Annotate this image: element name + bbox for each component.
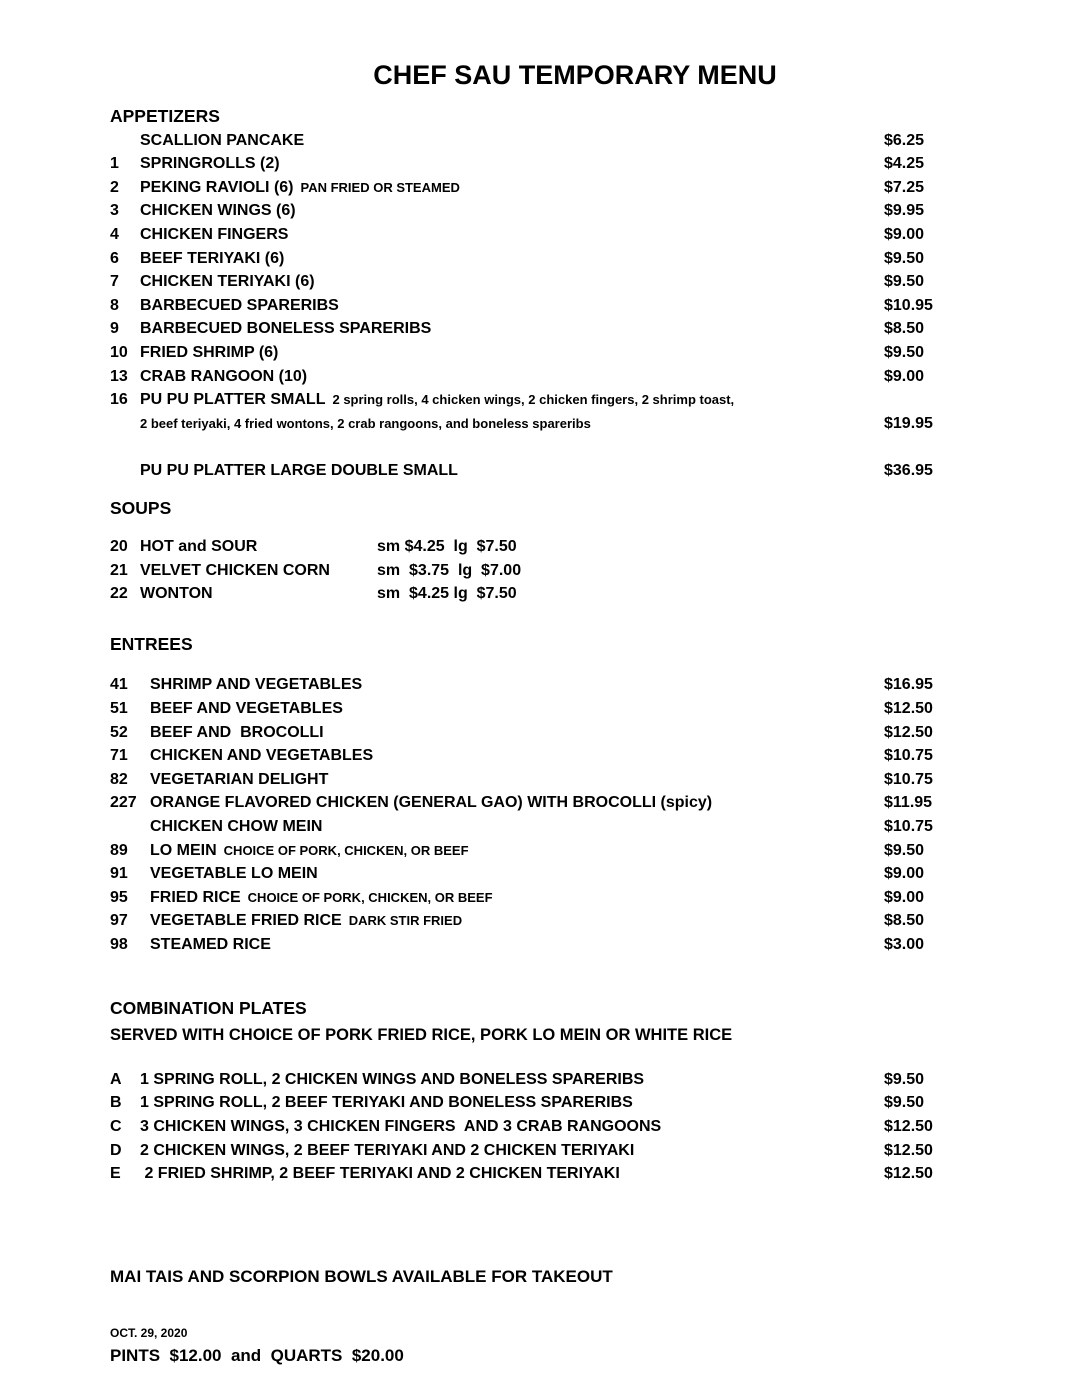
takeout-notice-line2: PINTS $12.00 and QUARTS $20.00 bbox=[110, 1346, 404, 1366]
item-number: 7 bbox=[110, 273, 119, 291]
item-number: 13 bbox=[110, 367, 128, 385]
menu-item-row bbox=[110, 365, 940, 389]
item-name: LO MEIN bbox=[150, 841, 217, 859]
menu-item-row bbox=[110, 886, 940, 910]
item-size-prices: sm $3.75 lg $7.00 bbox=[377, 561, 522, 579]
takeout-notice-line1: MAI TAIS AND SCORPION BOWLS AVAILABLE FOR TAKEOUT bbox=[110, 1266, 613, 1286]
item-name: ORANGE FLAVORED CHICKEN (GENERAL GAO) WITH BROCOLLI (spicy) bbox=[150, 794, 713, 812]
item-name: CHICKEN WINGS (6) bbox=[140, 202, 296, 220]
item-note: DARK STIR FRIED bbox=[348, 913, 463, 929]
item-price: $9.00 bbox=[884, 888, 925, 906]
menu-item-row bbox=[110, 744, 940, 768]
item-number: 21 bbox=[110, 561, 128, 579]
menu-item-row bbox=[110, 697, 940, 721]
item-number: 97 bbox=[110, 912, 128, 930]
menu-item-row bbox=[110, 341, 940, 365]
menu-item-row bbox=[110, 862, 940, 886]
item-price: $9.00 bbox=[884, 225, 925, 243]
item-price: $10.75 bbox=[884, 818, 933, 836]
item-price: $9.50 bbox=[884, 1094, 925, 1112]
item-number: 20 bbox=[110, 538, 128, 556]
item-name: SCALLION PANCAKE bbox=[140, 131, 305, 149]
item-price: $9.50 bbox=[884, 841, 925, 859]
item-price: $10.95 bbox=[884, 296, 933, 314]
item-number: 9 bbox=[110, 320, 119, 338]
menu-item-row bbox=[110, 199, 940, 223]
section-appetizers bbox=[110, 105, 940, 483]
item-number: 71 bbox=[110, 747, 128, 765]
item-name: 1 SPRING ROLL, 2 BEEF TERIYAKI AND BONELESS SPARERIBS bbox=[140, 1094, 633, 1112]
item-note: 2 spring rolls, 4 chicken wings, 2 chicken fingers, 2 shrimp toast, bbox=[332, 392, 735, 408]
menu-item-row bbox=[110, 294, 940, 318]
section-combination-plates bbox=[110, 997, 940, 1186]
menu-item-row bbox=[110, 559, 940, 583]
item-name: SPRINGROLLS (2) bbox=[140, 155, 280, 173]
item-number: 22 bbox=[110, 585, 128, 603]
menu-item-row bbox=[110, 1091, 940, 1115]
item-price: $12.50 bbox=[884, 1117, 933, 1135]
menu-item-row bbox=[110, 839, 940, 863]
item-number: C bbox=[110, 1117, 122, 1135]
item-number: 82 bbox=[110, 770, 128, 788]
item-name: SHRIMP AND VEGETABLES bbox=[150, 676, 363, 694]
item-price: $12.50 bbox=[884, 1165, 933, 1183]
item-name: BEEF TERIYAKI (6) bbox=[140, 249, 285, 267]
item-name: BARBECUED SPARERIBS bbox=[140, 296, 339, 314]
item-name: PU PU PLATTER SMALL bbox=[140, 391, 326, 409]
item-name: 3 CHICKEN WINGS, 3 CHICKEN FINGERS AND 3 CRAB RANGOONS bbox=[140, 1117, 662, 1135]
menu-item-row bbox=[110, 721, 940, 745]
menu-item-row bbox=[110, 791, 940, 815]
section-takeout-notice bbox=[110, 1211, 940, 1387]
menu-item-row bbox=[110, 909, 940, 933]
item-price: $16.95 bbox=[884, 676, 933, 694]
item-name: CHICKEN TERIYAKI (6) bbox=[140, 273, 315, 291]
section-heading-combination-plates: COMBINATION PLATES bbox=[110, 997, 307, 1018]
menu-item-row bbox=[110, 129, 940, 153]
menu-item-row bbox=[110, 815, 940, 839]
item-number: 51 bbox=[110, 700, 128, 718]
item-number: 91 bbox=[110, 865, 128, 883]
item-number: 3 bbox=[110, 202, 119, 220]
section-entrees bbox=[110, 633, 940, 957]
item-number: 6 bbox=[110, 249, 119, 267]
item-name: FRIED RICE bbox=[150, 888, 241, 906]
menu-item-row bbox=[110, 1162, 940, 1186]
item-price: $9.50 bbox=[884, 273, 925, 291]
item-name: CRAB RANGOON (10) bbox=[140, 367, 308, 385]
menu-item-row bbox=[110, 388, 940, 412]
soups-items bbox=[110, 535, 940, 606]
menu-item-row bbox=[110, 1115, 940, 1139]
item-price: $12.50 bbox=[884, 723, 933, 741]
item-name: PEKING RAVIOLI (6) bbox=[140, 178, 294, 196]
item-name: CHICKEN AND VEGETABLES bbox=[150, 747, 374, 765]
item-price: $19.95 bbox=[884, 414, 933, 432]
item-price: $3.00 bbox=[884, 936, 925, 953]
menu-item-description-row bbox=[110, 412, 940, 436]
menu-item-row bbox=[110, 270, 940, 294]
item-size-prices: sm $4.25 lg $7.50 bbox=[377, 538, 517, 556]
item-number: 89 bbox=[110, 841, 128, 859]
menu-item-row bbox=[110, 459, 940, 483]
menu-item-row bbox=[110, 768, 940, 792]
item-price: $9.50 bbox=[884, 343, 925, 361]
section-heading-appetizers: APPETIZERS bbox=[110, 106, 220, 126]
combination-plates-subtitle: SERVED WITH CHOICE OF PORK FRIED RICE, PORK LO MEIN OR WHITE RICE bbox=[110, 1026, 733, 1045]
item-price: $9.95 bbox=[884, 202, 925, 220]
item-number: 1 bbox=[110, 155, 119, 173]
entrees-items bbox=[110, 673, 940, 956]
item-name: 2 CHICKEN WINGS, 2 BEEF TERIYAKI AND 2 CHICKEN TERIYAKI bbox=[140, 1141, 635, 1159]
item-price: $9.50 bbox=[884, 1070, 925, 1088]
item-number: D bbox=[110, 1141, 122, 1159]
menu-item-row bbox=[110, 1068, 940, 1092]
item-number: 41 bbox=[110, 676, 128, 694]
item-name: STEAMED RICE bbox=[150, 936, 271, 953]
item-price: $11.95 bbox=[884, 794, 933, 812]
menu-item-row bbox=[110, 1139, 940, 1163]
item-number: A bbox=[110, 1070, 122, 1088]
section-heading-entrees: ENTREES bbox=[110, 633, 193, 654]
item-name: BEEF AND BROCOLLI bbox=[150, 723, 324, 741]
menu-item-row bbox=[110, 933, 940, 957]
menu-item-row bbox=[110, 152, 940, 176]
item-price: $9.50 bbox=[884, 249, 925, 267]
item-name: VEGETABLE LO MEIN bbox=[150, 865, 318, 883]
item-number: E bbox=[110, 1165, 121, 1183]
menu-item-row bbox=[110, 223, 940, 247]
combination-plates-items bbox=[110, 1068, 940, 1186]
item-name: VEGETARIAN DELIGHT bbox=[150, 770, 329, 788]
item-note: CHOICE OF PORK, CHICKEN, OR BEEF bbox=[247, 889, 493, 905]
menu-item-row bbox=[110, 535, 940, 559]
item-name: VEGETABLE FRIED RICE bbox=[150, 912, 342, 930]
item-number: 52 bbox=[110, 723, 128, 741]
section-soups bbox=[110, 497, 940, 606]
item-price: $8.50 bbox=[884, 912, 925, 930]
item-name: 1 SPRING ROLL, 2 CHICKEN WINGS AND BONELESS SPARERIBS bbox=[140, 1070, 645, 1088]
item-name: CHICKEN CHOW MEIN bbox=[150, 818, 323, 836]
item-number: 4 bbox=[110, 225, 119, 243]
item-number: 16 bbox=[110, 391, 128, 409]
menu-item-row bbox=[110, 673, 940, 697]
menu-date: OCT. 29, 2020 bbox=[110, 1326, 188, 1340]
item-description: 2 beef teriyaki, 4 fried wontons, 2 crab rangoons, and boneless spareribs bbox=[140, 415, 591, 431]
item-price: $12.50 bbox=[884, 700, 933, 718]
item-number: 98 bbox=[110, 936, 128, 953]
item-price: $12.50 bbox=[884, 1141, 933, 1159]
item-price: $4.25 bbox=[884, 155, 925, 173]
item-price: $6.25 bbox=[884, 131, 925, 149]
item-name: VELVET CHICKEN CORN bbox=[140, 561, 330, 579]
page-title: CHEF SAU TEMPORARY MENU bbox=[373, 60, 777, 90]
menu-item-row bbox=[110, 582, 940, 606]
item-name: 2 FRIED SHRIMP, 2 BEEF TERIYAKI AND 2 CHICKEN TERIYAKI bbox=[140, 1165, 620, 1183]
item-price: $9.00 bbox=[884, 367, 925, 385]
section-heading-soups: SOUPS bbox=[110, 497, 172, 518]
appetizers-items bbox=[110, 129, 940, 483]
menu-item-row bbox=[110, 317, 940, 341]
menu-item-row bbox=[110, 247, 940, 271]
item-price: $8.50 bbox=[884, 320, 925, 338]
item-name: CHICKEN FINGERS bbox=[140, 225, 289, 243]
item-number: 227 bbox=[110, 794, 137, 812]
item-size-prices: sm $4.25 lg $7.50 bbox=[377, 585, 517, 603]
item-price: $36.95 bbox=[884, 461, 933, 479]
item-price: $9.00 bbox=[884, 865, 925, 883]
item-name: HOT and SOUR bbox=[140, 538, 258, 556]
item-number: 8 bbox=[110, 296, 119, 314]
item-name: BARBECUED BONELESS SPARERIBS bbox=[140, 320, 432, 338]
item-name: BEEF AND VEGETABLES bbox=[150, 700, 343, 718]
menu-item-row bbox=[110, 176, 940, 200]
item-price: $10.75 bbox=[884, 747, 933, 765]
item-number: 10 bbox=[110, 343, 128, 361]
menu-content bbox=[110, 0, 940, 1387]
item-note: CHOICE OF PORK, CHICKEN, OR BEEF bbox=[223, 842, 469, 858]
item-note: PAN FRIED OR STEAMED bbox=[300, 179, 460, 195]
item-number: B bbox=[110, 1094, 122, 1112]
item-price: $10.75 bbox=[884, 770, 933, 788]
item-name: PU PU PLATTER LARGE DOUBLE SMALL bbox=[140, 461, 458, 479]
item-name: FRIED SHRIMP (6) bbox=[140, 343, 279, 361]
item-number: 95 bbox=[110, 888, 128, 906]
item-number: 2 bbox=[110, 178, 119, 196]
item-price: $7.25 bbox=[884, 178, 925, 196]
item-name: WONTON bbox=[140, 585, 213, 603]
